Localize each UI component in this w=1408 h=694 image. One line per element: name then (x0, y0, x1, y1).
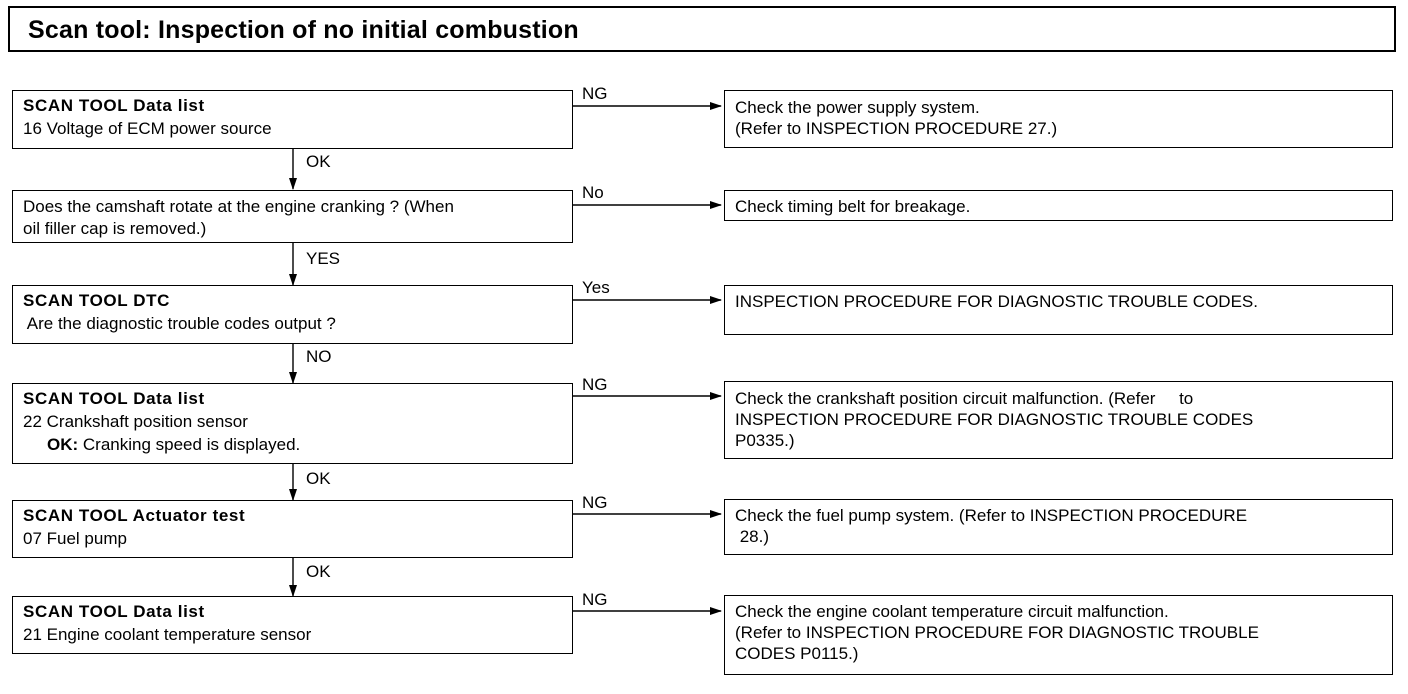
result-box-5 (724, 499, 1393, 555)
branch-label-1: NG (582, 84, 608, 103)
step-box-2 (12, 190, 573, 243)
branch-label-5: NG (582, 493, 608, 512)
result-box-6 (724, 595, 1393, 675)
next-label-2: YES (306, 249, 341, 268)
step-heading: SCAN TOOL DTC (23, 291, 170, 310)
result-text: Check the engine coolant temperature circuit malfunction. (735, 602, 1169, 621)
step-text: 22 Crankshaft position sensor (23, 412, 248, 431)
next-label-5: OK (306, 562, 331, 581)
result-box-2 (724, 190, 1393, 221)
result-text: P0335.) (735, 431, 795, 450)
step-box-4 (12, 383, 573, 464)
result-box-3 (724, 285, 1393, 335)
step-box-1 (12, 90, 573, 149)
result-text: INSPECTION PROCEDURE FOR DIAGNOSTIC TROUBLE CODES. (735, 292, 1258, 311)
step-box-5 (12, 500, 573, 558)
step-box-3 (12, 285, 573, 344)
ok-text: Cranking speed is displayed. (78, 435, 301, 454)
step-text: 16 Voltage of ECM power source (23, 119, 272, 138)
branch-label-2: No (582, 183, 604, 202)
step-text: oil filler cap is removed.) (23, 219, 207, 238)
step-heading: SCAN TOOL Data list (23, 96, 205, 115)
step-heading: SCAN TOOL Data list (23, 602, 205, 621)
branch-label-6: NG (582, 590, 608, 609)
result-box-1 (724, 90, 1393, 148)
result-text: INSPECTION PROCEDURE FOR DIAGNOSTIC TROUBLE CODES (735, 410, 1254, 429)
result-text: Check the power supply system. (735, 98, 980, 117)
branch-label-3: Yes (582, 278, 610, 297)
result-box-4 (724, 381, 1393, 459)
result-text: 28.) (735, 527, 770, 546)
result-text: Check the crankshaft position circuit malfunction. (Refer to (735, 389, 1194, 408)
result-text: Check timing belt for breakage. (735, 197, 971, 216)
result-text: Check the fuel pump system. (Refer to INSPECTION PROCEDURE (735, 506, 1248, 525)
result-text: (Refer to INSPECTION PROCEDURE FOR DIAGNOSTIC TROUBLE (735, 623, 1259, 642)
title-box (8, 6, 1396, 52)
step-text: 21 Engine coolant temperature sensor (23, 625, 312, 644)
step-heading: SCAN TOOL Actuator test (23, 506, 246, 525)
step-text: 07 Fuel pump (23, 529, 127, 548)
ok-label: OK: (47, 435, 79, 454)
branch-label-4: NG (582, 375, 608, 394)
page-title: Scan tool: Inspection of no initial combustion (28, 16, 579, 44)
step-text: Does the camshaft rotate at the engine cranking ? (When (23, 197, 454, 216)
next-label-3: NO (306, 347, 332, 366)
next-label-4: OK (306, 469, 331, 488)
next-label-1: OK (306, 152, 331, 171)
step-heading: SCAN TOOL Data list (23, 389, 205, 408)
step-text: Are the diagnostic trouble codes output ? (23, 314, 336, 333)
step-ok-line (23, 433, 566, 456)
result-text: (Refer to INSPECTION PROCEDURE 27.) (735, 119, 1058, 138)
step-box-6 (12, 596, 573, 654)
result-text: CODES P0115.) (735, 644, 859, 663)
